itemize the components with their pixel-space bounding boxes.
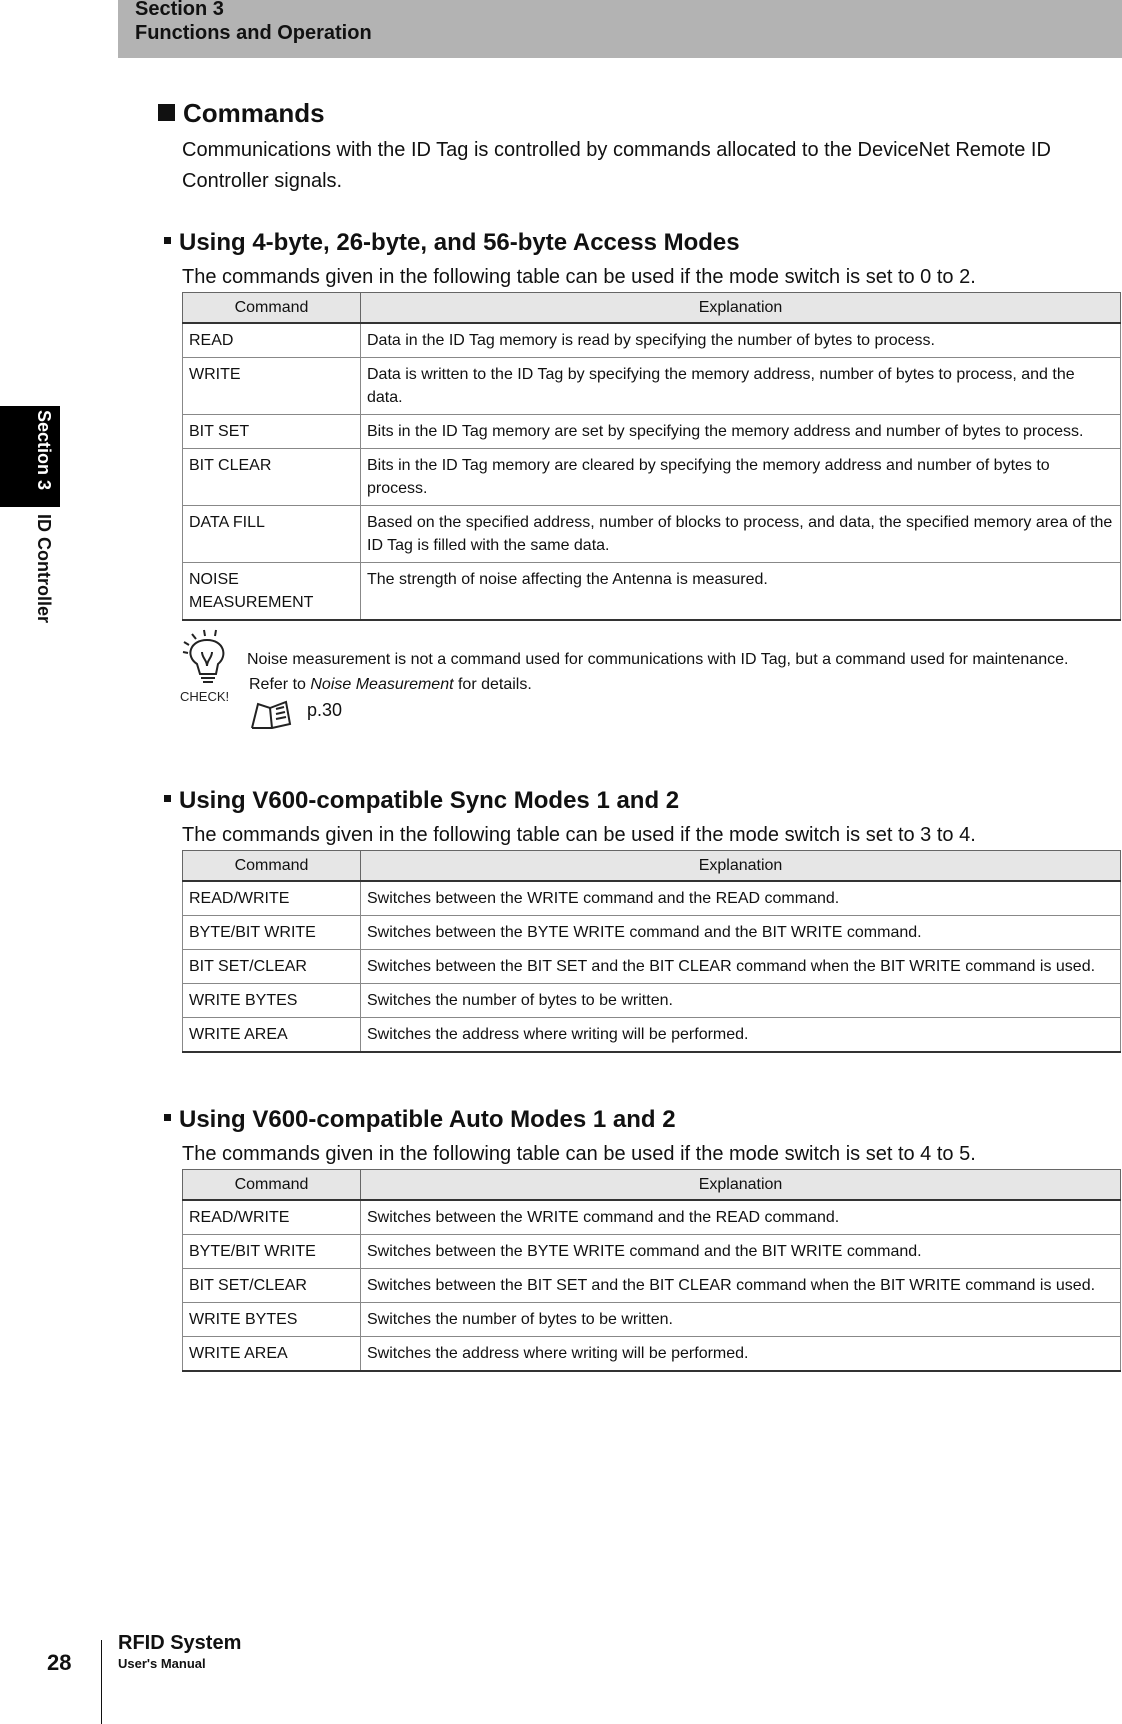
bullet-icon [164, 1114, 171, 1121]
table-row [183, 1018, 1121, 1053]
footer-divider [101, 1640, 102, 1724]
access-modes-heading-text: Using 4-byte, 26-byte, and 56-byte Access Modes [179, 229, 740, 256]
explanation-cell: Switches the address where writing will be performed. [361, 1018, 1121, 1053]
check-lightbulb-icon [180, 628, 238, 704]
explanation-cell: Switches the number of bytes to be written. [361, 984, 1121, 1018]
table-row [183, 1303, 1121, 1337]
auto-modes-lead: The commands given in the following table can be used if the mode switch is set to 4 to 5. [182, 1143, 976, 1165]
command-cell: BIT SET/CLEAR [183, 1269, 361, 1303]
command-cell: READ/WRITE [183, 881, 361, 916]
command-cell: WRITE BYTES [183, 984, 361, 1018]
access-modes-heading [164, 229, 740, 257]
command-cell: WRITE [183, 358, 361, 415]
refer-prefix: Refer to [249, 676, 311, 693]
section-title: Functions and Operation [135, 22, 372, 44]
column-header-command: Command [183, 1170, 361, 1201]
check-note-text: Noise measurement is not a command used for communications with ID Tag, but a command used for maintenance. [247, 651, 1069, 668]
table-row [183, 881, 1121, 916]
column-header-explanation: Explanation [361, 293, 1121, 324]
command-cell: BIT SET/CLEAR [183, 950, 361, 984]
command-cell: NOISE MEASUREMENT [183, 563, 361, 621]
table-row [183, 323, 1121, 358]
column-header-explanation: Explanation [361, 851, 1121, 882]
table-row [183, 415, 1121, 449]
explanation-cell: Switches the address where writing will be performed. [361, 1337, 1121, 1372]
explanation-cell: Bits in the ID Tag memory are cleared by specifying the memory address and number of bytes to process. [361, 449, 1121, 506]
sync-modes-table [182, 850, 1121, 1053]
explanation-cell: Switches between the BIT SET and the BIT CLEAR command when the BIT WRITE command is used. [361, 1269, 1121, 1303]
explanation-cell: Switches between the BYTE WRITE command and the BIT WRITE command. [361, 1235, 1121, 1269]
side-tab-label: Section 3 [34, 410, 54, 491]
table-row [183, 1269, 1121, 1303]
explanation-cell: Data is written to the ID Tag by specifying the memory address, number of bytes to process, and the data. [361, 358, 1121, 415]
refer-suffix: for details. [453, 676, 532, 693]
section-header [118, 0, 1122, 58]
table-row [183, 449, 1121, 506]
sync-modes-heading [164, 787, 679, 815]
explanation-cell: Switches between the BIT SET and the BIT CLEAR command when the BIT WRITE command is used. [361, 950, 1121, 984]
command-cell: BYTE/BIT WRITE [183, 916, 361, 950]
table-row [183, 563, 1121, 621]
refer-line [249, 676, 532, 694]
auto-modes-heading [164, 1106, 676, 1134]
side-section-label: ID Controller [34, 514, 54, 624]
sync-modes-heading-text: Using V600-compatible Sync Modes 1 and 2 [179, 787, 680, 814]
square-bullet-icon [158, 104, 175, 121]
explanation-cell: Switches between the BYTE WRITE command and the BIT WRITE command. [361, 916, 1121, 950]
explanation-cell: Switches the number of bytes to be written. [361, 1303, 1121, 1337]
table-row [183, 1337, 1121, 1372]
command-cell: BYTE/BIT WRITE [183, 1235, 361, 1269]
refer-link[interactable]: Noise Measurement [310, 676, 454, 693]
explanation-cell: Bits in the ID Tag memory are set by specifying the memory address and number of bytes to process. [361, 415, 1121, 449]
command-cell: READ/WRITE [183, 1200, 361, 1235]
command-cell: READ [183, 323, 361, 358]
sync-modes-lead: The commands given in the following table can be used if the mode switch is set to 3 to 4. [182, 824, 976, 846]
explanation-cell: Based on the specified address, number of blocks to process, and data, the specified memory area of the ID Tag is filled with the same data. [361, 506, 1121, 563]
explanation-cell: Switches between the WRITE command and the READ command. [361, 881, 1121, 916]
access-modes-table [182, 292, 1121, 621]
explanation-cell: Switches between the WRITE command and the READ command. [361, 1200, 1121, 1235]
command-cell: BIT SET [183, 415, 361, 449]
explanation-cell: The strength of noise affecting the Antenna is measured. [361, 563, 1121, 621]
table-row [183, 950, 1121, 984]
bullet-icon [164, 237, 171, 244]
page-reference-link[interactable]: p.30 [307, 700, 343, 720]
commands-heading-text: Commands [183, 98, 325, 128]
commands-intro: Communications with the ID Tag is controlled by commands allocated to the DeviceNet Remote ID Controller signals. [182, 139, 1051, 192]
footer-subtitle: User's Manual [118, 1656, 206, 1671]
check-icon-label: CHECK! [180, 689, 230, 704]
section-number: Section 3 [135, 0, 224, 20]
table-row [183, 358, 1121, 415]
explanation-cell: Data in the ID Tag memory is read by specifying the number of bytes to process. [361, 323, 1121, 358]
auto-modes-heading-text: Using V600-compatible Auto Modes 1 and 2 [179, 1106, 676, 1133]
command-cell: WRITE AREA [183, 1018, 361, 1053]
table-row [183, 1235, 1121, 1269]
footer-title: RFID System [118, 1632, 242, 1654]
command-cell: WRITE AREA [183, 1337, 361, 1372]
column-header-command: Command [183, 293, 361, 324]
book-icon [248, 698, 293, 732]
access-modes-lead: The commands given in the following table can be used if the mode switch is set to 0 to 2. [182, 266, 976, 288]
command-cell: WRITE BYTES [183, 1303, 361, 1337]
command-cell: BIT CLEAR [183, 449, 361, 506]
table-row [183, 984, 1121, 1018]
bullet-icon [164, 795, 171, 802]
auto-modes-table [182, 1169, 1121, 1372]
page-number: 28 [47, 1650, 72, 1675]
table-row [183, 1200, 1121, 1235]
column-header-command: Command [183, 851, 361, 882]
column-header-explanation: Explanation [361, 1170, 1121, 1201]
commands-heading [158, 98, 325, 129]
command-cell: DATA FILL [183, 506, 361, 563]
table-row [183, 506, 1121, 563]
table-row [183, 916, 1121, 950]
